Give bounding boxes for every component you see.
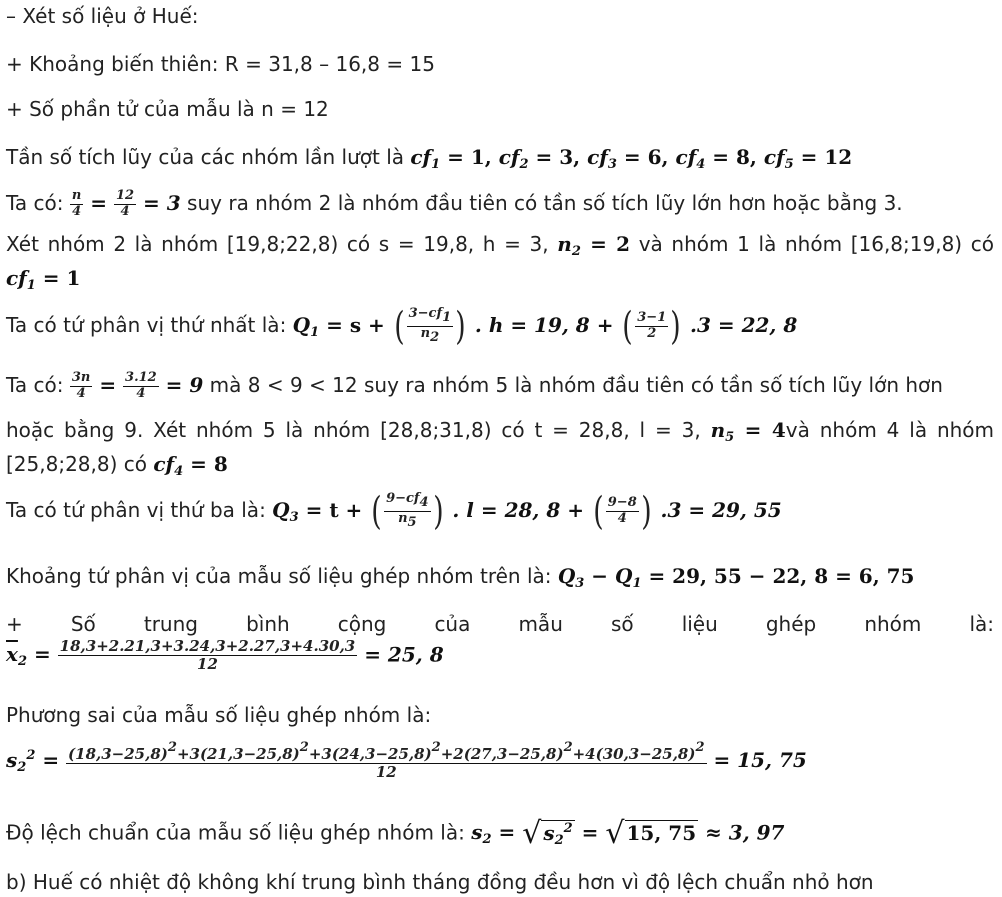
line-variance-label: Phương sai của mẫu số liệu ghép nhóm là: (6, 703, 432, 727)
sqrt-15-75: √ 15, 75 (605, 816, 697, 851)
line-q1-position: Ta có: $\frac{n}{4}$ = $\frac{12}{4}$ = 3 suy ra nhóm 2 là nhóm đầu tiên có tần số tích lũy lớn hơn hoặc bằng 3. (6, 188, 903, 219)
line-variance-formula: $s_2^2$ = (18,3−25,8)2+3(21,3−25,8)2+3(24,3−25,8)2+2(27,3−25,8)2+4(30,3−25,8)2 12 = 15, 75 (6, 740, 807, 782)
line-sample-size: + Số phần tử của mẫu là n = 12 (6, 97, 329, 121)
line-q3-formula: Ta có tứ phân vị thứ ba là: $Q_3 = t$ + ( $\frac{9-cf4}{n5}$ ) . l = 28, 8 + ( $\frac{9-8}{4}$ ) .3 = 29, 55 (6, 489, 782, 534)
line-intro: – Xét số liệu ở Huế: (6, 4, 199, 28)
line-mean-label: + Số trung bình cộng của mẫu số liệu ghép nhóm là: (6, 612, 995, 636)
fraction-n-over-4: $\frac{n}{4}$ (71, 188, 82, 219)
line-group2: Xét nhóm 2 là nhóm [19,8;22,8) có s = 19,8, h = 3, $n_2 = 2$ và nhóm 1 là nhóm [16,8;19,8) có (6, 232, 994, 259)
line-range: + Khoảng biến thiên: R = 31,8 – 16,8 = 15 (6, 52, 435, 76)
fraction-q1-value: $\frac{3-1}{2}$ (637, 310, 667, 341)
line-group5: hoặc bằng 9. Xét nhóm 5 là nhóm [28,8;31,8) có t = 28,8, l = 3, $n_5$ = 4và nhóm 4 là nhóm (6, 418, 995, 445)
fraction-q1-term: $\frac{3-cf1}{n2}$ (408, 306, 452, 345)
cumfreq-label: Tần số tích lũy của các nhóm lần lượt là (6, 145, 411, 169)
line-std-dev: Độ lệch chuẩn của mẫu số liệu ghép nhóm là: $s_2$ = √ $s_2^2$ = √ 15, 75 ≈ 3, 97 (6, 816, 785, 851)
fraction-variance: (18,3−25,8)2+3(21,3−25,8)2+3(24,3−25,8)2+2(27,3−25,8)2+4(30,3−25,8)2 12 (68, 740, 705, 782)
fraction-12-over-4: $\frac{12}{4}$ (116, 188, 135, 219)
sqrt-s2-squared: √ $s_2^2$ (522, 816, 573, 851)
line-cumulative-freq (6, 145, 994, 173)
line-group4: [25,8;28,8) có $cf_4 = 8$ (6, 452, 228, 479)
line-conclusion: b) Huế có nhiệt độ không khí trung bình tháng đồng đều hơn vì độ lệch chuẩn nhỏ hơn (6, 870, 874, 894)
fraction-3n-over-4: $\frac{3n}{4}$ (71, 370, 91, 401)
cumfreq-values: $cf_1 = 1$, $cf_2 = 3$, $cf_3 = 6$, $cf_4 = 8$, $cf_5 = 12$ (410, 145, 853, 172)
fraction-q3-term: $\frac{9-cf4}{n5}$ (386, 491, 429, 530)
fraction-q3-value: $\frac{9-8}{4}$ (607, 495, 637, 526)
line-iqr: Khoảng tứ phân vị của mẫu số liệu ghép nhóm trên là: $Q_3 - Q_1 = 29$, 55 − 22, 8 = 6, 75 (6, 564, 915, 591)
line-q3-position: Ta có: $\frac{3n}{4}$ = $\frac{3.12}{4}$ = 9 mà 8 < 9 < 12 suy ra nhóm 5 là nhóm đầu tiên có tần số tích lũy lớn hơn (6, 370, 943, 401)
line-q1-formula: Ta có tứ phân vị thứ nhất là: $Q_1 = s$ + ( $\frac{3-cf1}{n2}$ ) . h = 19, 8 + ( $\frac{3-1}{2}$ ) .3 = 22, 8 (6, 304, 798, 349)
fraction-3x12-over-4: $\frac{3.12}{4}$ (125, 370, 157, 401)
line-cf1: $cf_1 = 1$ (6, 266, 81, 293)
line-mean-formula: $\overline{x}_2$ = $\frac{18,3+2.21,3+3.24,3+2.27,3+4.30,3}{12}$ = 25, 8 (6, 637, 444, 674)
fraction-mean: $\frac{18,3+2.21,3+3.24,3+2.27,3+4.30,3}{12}$ (59, 637, 356, 674)
